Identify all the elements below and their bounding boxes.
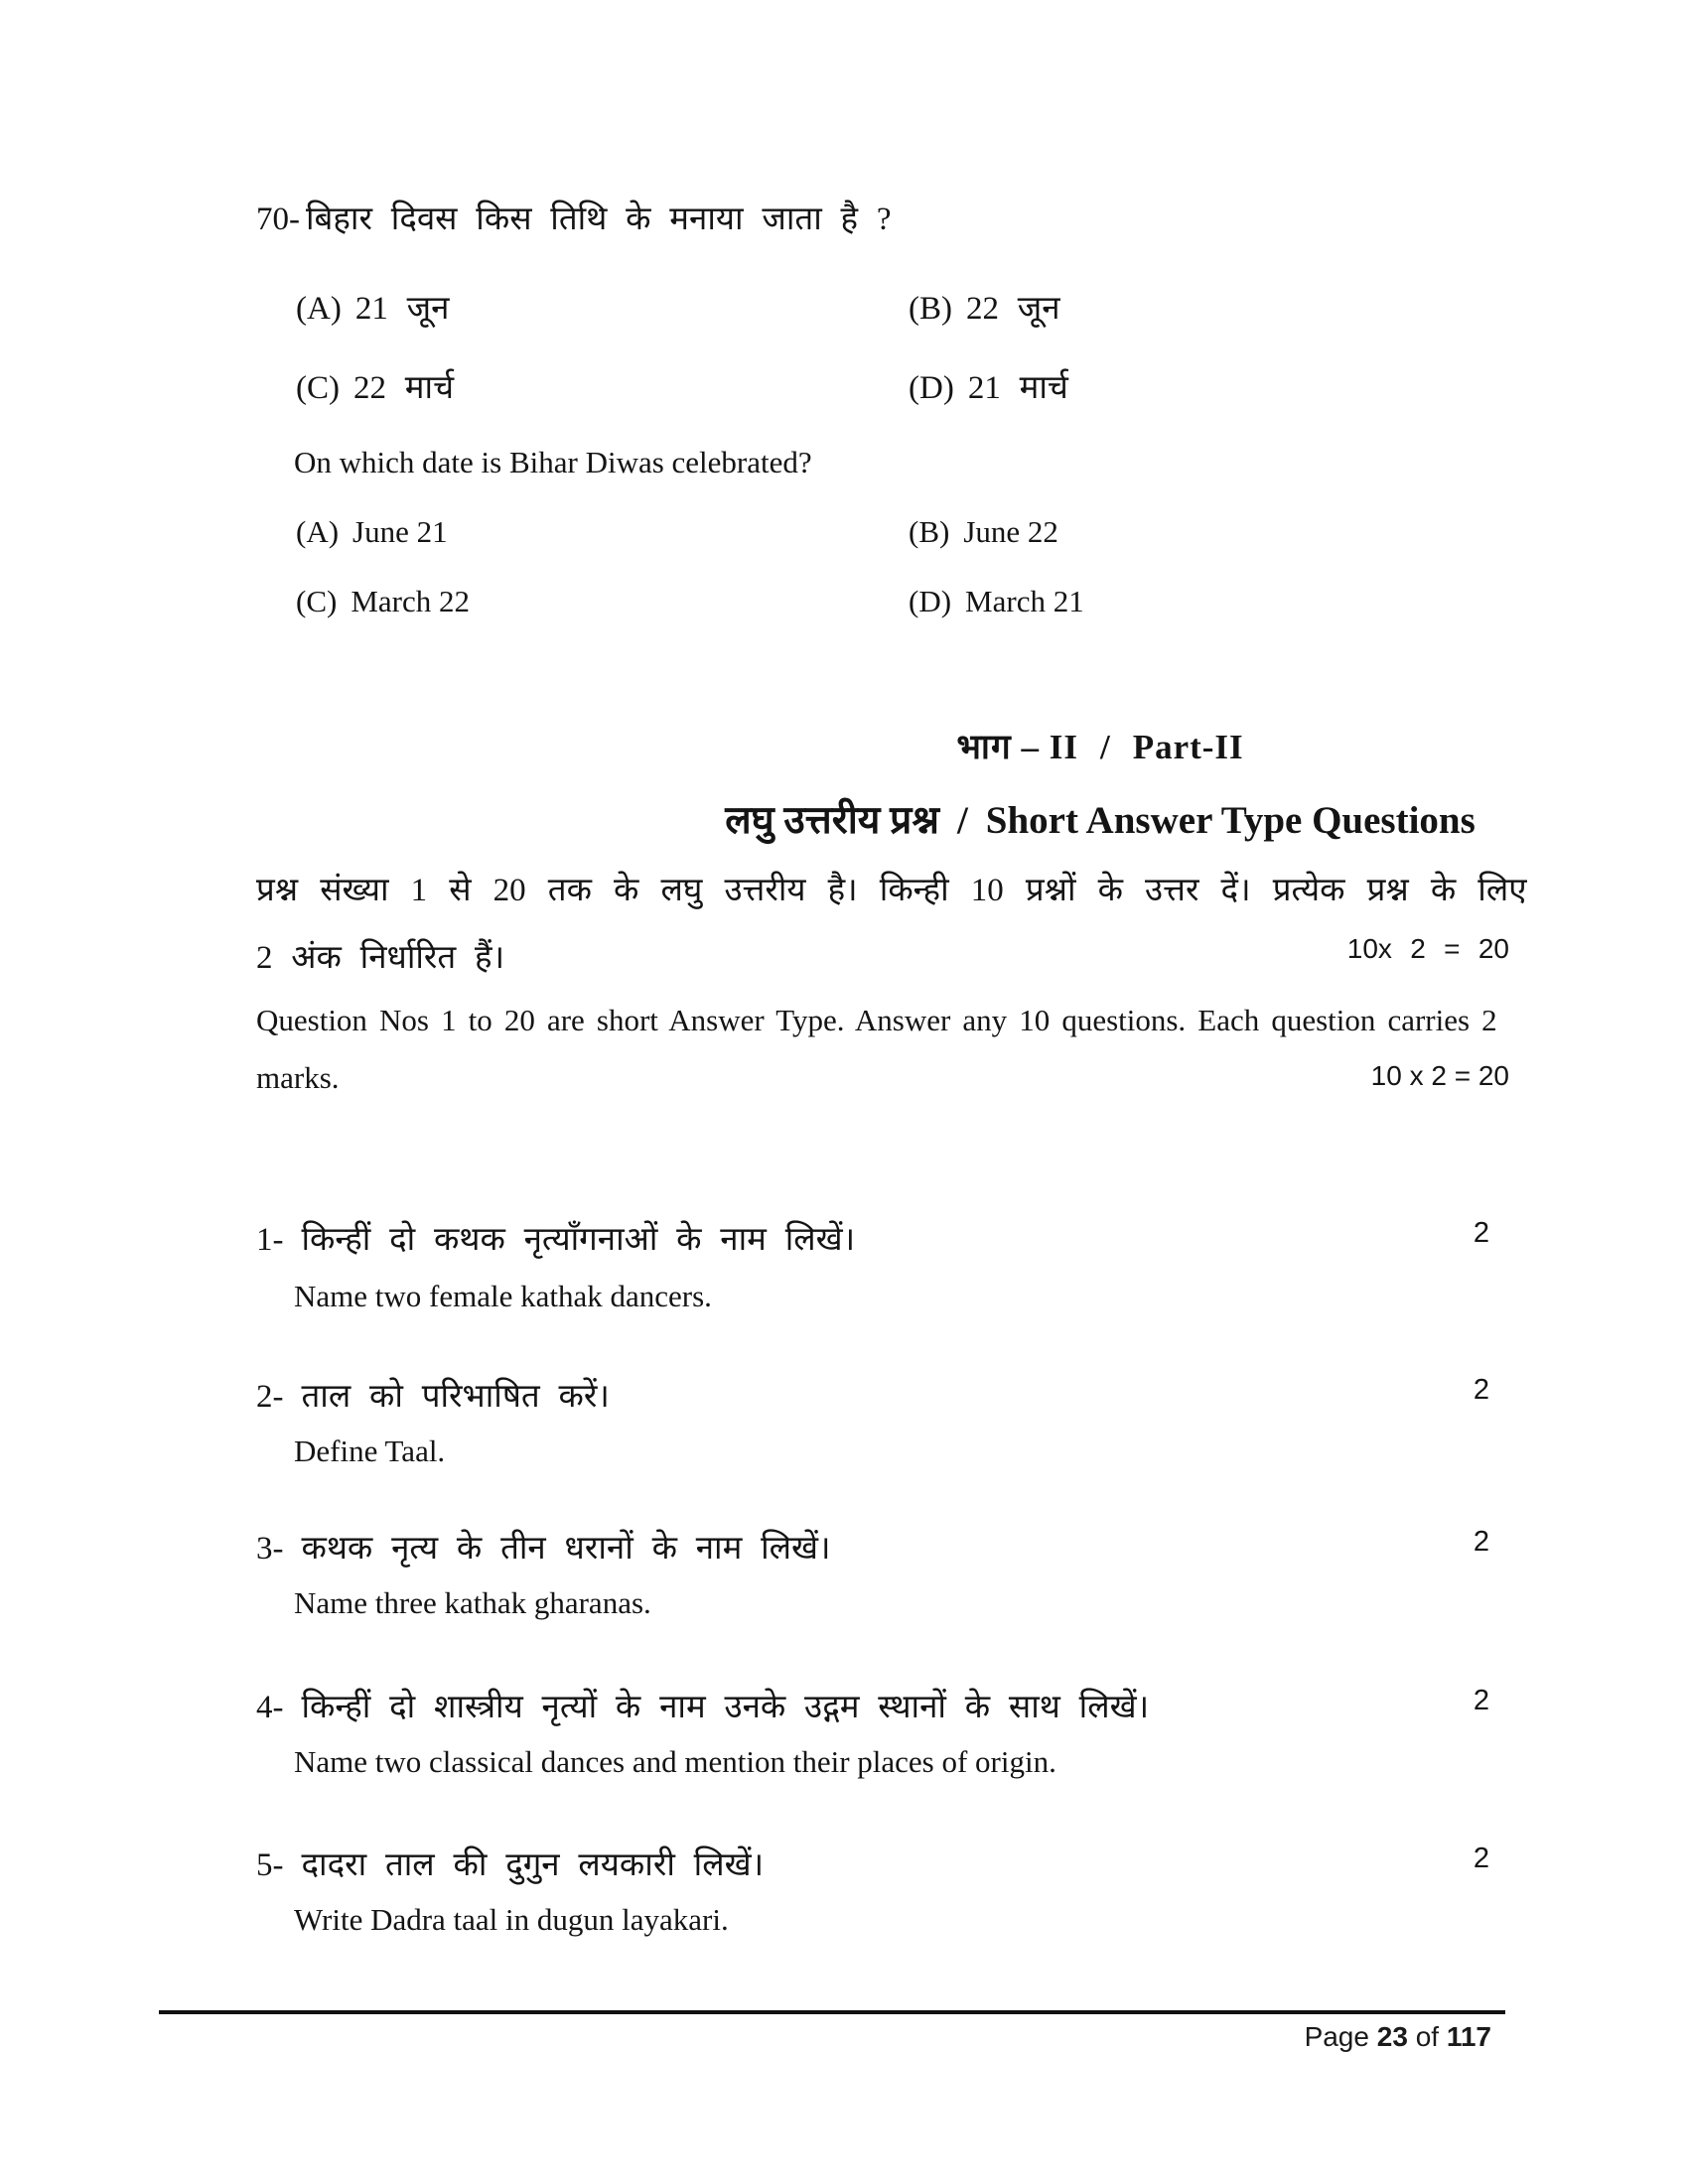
question-2-hindi-row (256, 1372, 1509, 1422)
option-a-en-text: June 21 (352, 514, 448, 549)
question-70-options-hindi-row1 (256, 284, 1509, 334)
question-1-text-english: Name two female kathak dancers. (294, 1279, 712, 1313)
option-b-text: 22 जून (966, 291, 1060, 327)
instructions-english-line2: marks. (256, 1060, 340, 1095)
question-70-text-english: On which date is Bihar Diwas celebrated? (294, 445, 812, 479)
instructions-english-line2-row (256, 1060, 1509, 1110)
subheading-separator: / (956, 799, 968, 842)
question-1-text-hindi: किन्हीं दो कथक नृत्याँगनाओं के नाम लिखें। (301, 1222, 856, 1258)
question-2-marks: 2 (1473, 1374, 1489, 1406)
question-70-hindi (256, 195, 1509, 239)
page-number-footer (1305, 2021, 1491, 2053)
question-5-hindi-row (256, 1841, 1509, 1890)
option-d-hindi (909, 363, 1068, 408)
question-70-options-english-row2 (256, 584, 1509, 633)
question-2-english-row (256, 1433, 1509, 1479)
option-b-en-label: (B) (909, 514, 950, 549)
marks-formula-hindi: 10x 2 = 20 (1346, 933, 1509, 964)
part-heading-english: Part-II (1132, 728, 1244, 766)
question-5-marks: 2 (1473, 1843, 1489, 1874)
marks-formula-english: 10 x 2 = 20 (1370, 1060, 1509, 1091)
option-b-english (909, 514, 1058, 550)
question-70-text-hindi: बिहार दिवस किस तिथि के मनाया जाता है ? (306, 202, 892, 237)
question-3-text-english: Name three kathak gharanas. (294, 1585, 651, 1620)
question-5-number: 5- (256, 1847, 284, 1883)
option-c-english (296, 584, 470, 619)
part-heading-separator: / (1099, 728, 1111, 766)
instructions-hindi-line2-row (256, 933, 1509, 983)
option-a-english (296, 514, 448, 550)
instructions-hindi-line2: 2 अंक निर्धारित हैं। (256, 940, 505, 976)
option-a-en-label: (A) (296, 514, 340, 549)
instructions-english-line1: Question Nos 1 to 20 are short Answer Type. Answer any 10 questions. Each question carries 2 (256, 1003, 1497, 1037)
question-1-marks: 2 (1473, 1217, 1489, 1249)
option-d-label: (D) (909, 370, 954, 406)
question-3-english-row (256, 1585, 1509, 1631)
option-c-en-text: March 22 (351, 584, 470, 618)
footer-of-label: of (1415, 2021, 1440, 2052)
instructions-hindi-line1: प्रश्न संख्या 1 से 20 तक के लघु उत्तरीय है। किन्ही 10 प्रश्नों के उत्तर दें। प्रत्येक प्रश्न के लिए (256, 873, 1527, 908)
question-70-number: 70- (256, 202, 300, 237)
footer-divider (159, 2010, 1505, 2014)
question-4-text-hindi: किन्हीं दो शास्त्रीय नृत्यों के नाम उनके उद्गम स्थानों के साथ लिखें। (301, 1690, 1150, 1725)
question-3-hindi-row (256, 1524, 1509, 1573)
footer-page-label: Page (1304, 2021, 1369, 2052)
footer-total-pages: 117 (1446, 2021, 1491, 2052)
question-1-number: 1- (256, 1222, 284, 1258)
section-subheading (256, 792, 1688, 845)
question-4-hindi-row (256, 1683, 1509, 1732)
option-d-english (909, 584, 1084, 619)
option-a-label: (A) (296, 291, 342, 327)
option-d-en-label: (D) (909, 584, 952, 618)
question-4-number: 4- (256, 1690, 284, 1725)
question-70-english-wrap (256, 445, 1509, 494)
option-d-text: 21 मार्च (967, 370, 1068, 406)
option-c-label: (C) (296, 370, 340, 406)
question-1-english-row (256, 1279, 1509, 1324)
subheading-english: Short Answer Type Questions (985, 799, 1476, 842)
question-4-text-english: Name two classical dances and mention their places of origin. (294, 1744, 1056, 1779)
question-2-number: 2- (256, 1379, 284, 1415)
question-5-text-english: Write Dadra taal in dugun layakari. (294, 1902, 729, 1937)
question-1-hindi-row (256, 1215, 1509, 1265)
question-70-options-hindi-row2 (256, 363, 1509, 413)
option-c-hindi (296, 363, 454, 408)
footer-page-number: 23 (1376, 2021, 1408, 2052)
question-3-text-hindi: कथक नृत्य के तीन धरानों के नाम लिखें। (301, 1531, 831, 1567)
option-b-en-text: June 22 (963, 514, 1058, 549)
question-4-english-row (256, 1744, 1509, 1790)
question-3-marks: 2 (1473, 1526, 1489, 1558)
option-a-hindi (296, 284, 449, 329)
option-b-label: (B) (909, 291, 952, 327)
question-70-options-english-row1 (256, 514, 1509, 564)
question-3-number: 3- (256, 1531, 284, 1567)
option-d-en-text: March 21 (965, 584, 1084, 618)
question-2-text-hindi: ताल को परिभाषित करें। (301, 1379, 610, 1415)
part-heading-hindi: भाग – II (956, 728, 1078, 766)
option-c-text: 22 मार्च (353, 370, 455, 406)
question-4-marks: 2 (1473, 1685, 1489, 1716)
part-heading (256, 723, 1688, 769)
option-a-text: 21 जून (354, 291, 450, 327)
question-5-text-hindi: दादरा ताल की दुगुन लयकारी लिखें। (301, 1847, 765, 1883)
subheading-hindi: लघु उत्तरीय प्रश्न (725, 799, 939, 842)
question-2-text-english: Define Taal. (294, 1433, 446, 1468)
option-c-en-label: (C) (296, 584, 338, 618)
option-b-hindi (909, 284, 1060, 329)
question-5-english-row (256, 1902, 1509, 1948)
